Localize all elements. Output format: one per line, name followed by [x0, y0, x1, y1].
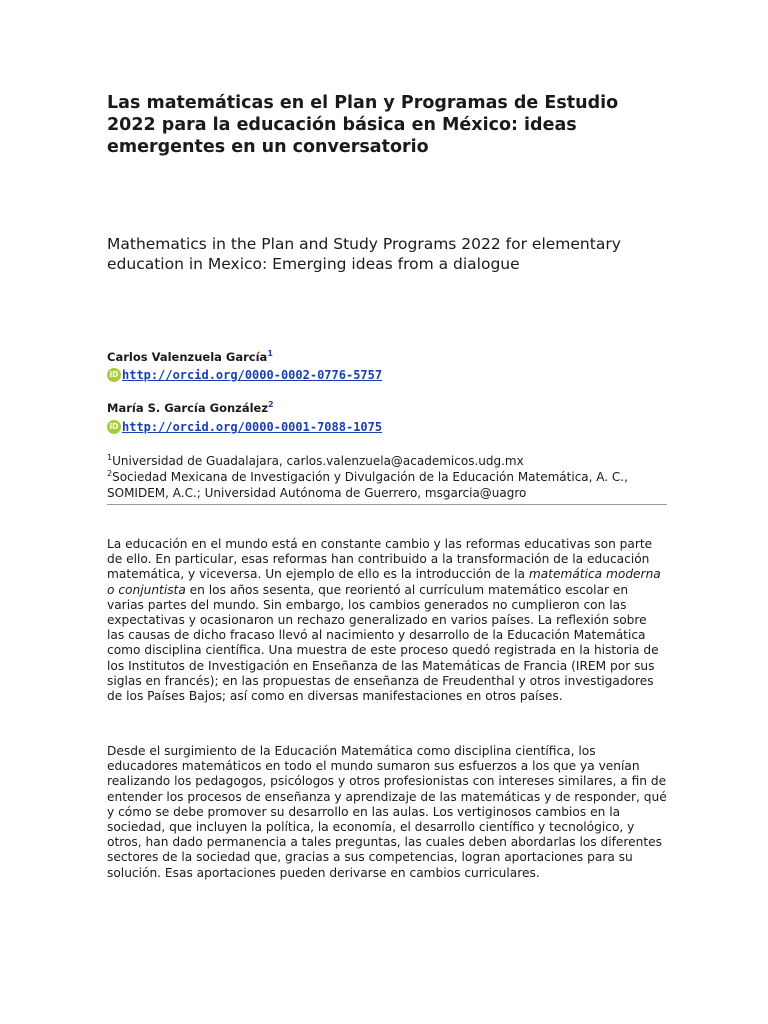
author-1-orcid-link[interactable]: http://orcid.org/0000-0002-0776-5757 [122, 368, 383, 382]
affiliation-1-text: Universidad de Guadalajara, carlos.valenzuela@academicos.udg.mx [112, 454, 524, 468]
paragraph-1-italic: matemática moderna o conjuntista [107, 567, 661, 597]
paragraph-1-part-1: La educación en el mundo está en constante cambio y las reformas educativas son parte de ello. En particular, esas reformas han contribuido a la transformación de la educación matemática, y viceversa. Un ejemplo de ello es la introducción de la [107, 537, 653, 582]
affiliation-2-marker: 2 [107, 469, 113, 478]
orcid-icon: iD [107, 420, 121, 434]
author-2 [107, 400, 274, 416]
title-spanish: Las matemáticas en el Plan y Programas de Estudio 2022 para la educación básica en México: ideas emergentes en un conversatorio [107, 93, 619, 157]
paragraph-2: Desde el surgimiento de la Educación Matemática como disciplina científica, los educadores matemáticos en todo el mundo sumaron sus esfuerzos a los que ya venían realizando los pedagogos, psicólogos y otros profesionistas con intereses similares, a fin de entender los procesos de enseñanza y aprendizaje de las matemáticas y de responder, qué y cómo se debe promover su desarrollo en las aulas. Los vertiginosos cambios en la sociedad, que incluyen la política, la economía, el desarrollo científico y tecnológico, y otros, han dado permanencia a tales preguntas, las cuales deben abordarlas los diferentes sectores de la sociedad que, gracias a sus competencias, logran aportaciones para su solución. Esas aportaciones pueden derivarse en cambios curriculares. [107, 744, 667, 880]
affiliation-1-marker: 1 [107, 453, 113, 462]
author-1 [107, 349, 273, 365]
affiliation-2-text: Sociedad Mexicana de Investigación y Divulgación de la Educación Matemática, A. C., SOMIDEM, A.C.; Universidad Autónoma de Guerrero, msgarcia@uagro [107, 470, 628, 500]
paragraph-1-part-2: en los años sesenta, que reorientó al currículum matemático escolar en varias partes del mundo. Sin embargo, los cambios generados no cumplieron con las expectativas y ocasionaron un rechazo generalizado en varios países. La reflexión sobre las causas de dicho fracaso llevó al nacimiento y desarrollo de la Educación Matemática como disciplina científica. Una muestra de este proceso quedó registrada en la historia de los Institutos de Investigación en Enseñanza de las Matemáticas de Francia (IREM por sus siglas en francés); en las propuestas de enseñanza de Freudenthal y otros investigadores de los Países Bajos; así como en diversas manifestaciones en otros países. [107, 582, 659, 704]
author-2-orcid-link[interactable]: http://orcid.org/0000-0001-7088-1075 [122, 420, 383, 434]
author-2-name: María S. García González [107, 401, 269, 415]
author-2-footnote-ref[interactable]: 2 [268, 400, 274, 410]
orcid-icon: iD [107, 368, 121, 382]
author-1-name: Carlos Valenzuela García [107, 350, 268, 364]
paragraph-1 [107, 537, 667, 704]
author-1-orcid [107, 367, 382, 383]
affiliation-1 [107, 453, 667, 469]
affiliation-2 [107, 469, 667, 501]
author-1-footnote-ref[interactable]: 1 [267, 349, 273, 359]
affiliations [107, 453, 667, 505]
author-2-orcid [107, 419, 382, 435]
title-english: Mathematics in the Plan and Study Programs 2022 for elementary education in Mexico: Emerging ideas from a dialogue [107, 235, 621, 273]
